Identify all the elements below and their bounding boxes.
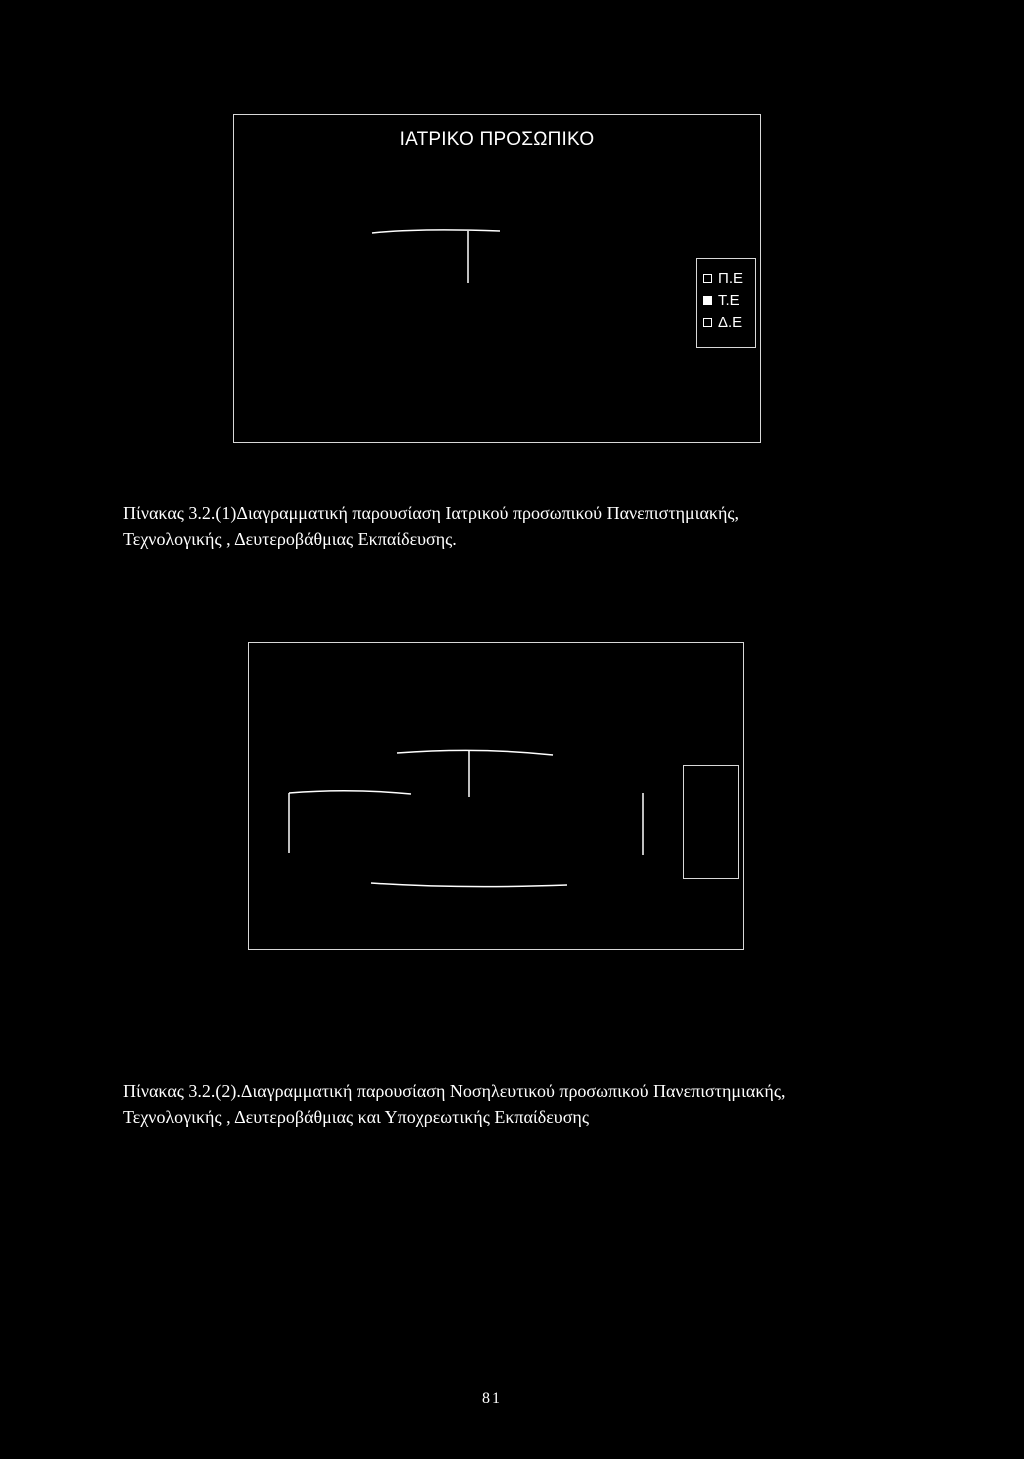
caption-2 (123, 1078, 785, 1130)
caption-1 (123, 500, 739, 552)
caption-1-line-1: Πίνακας 3.2.(1)Διαγραμματική παρουσίαση Ιατρικού προσωπικού Πανεπιστημιακής, (123, 503, 740, 523)
legend-item-de (697, 311, 755, 333)
pie-2-left-shoulder (289, 791, 411, 794)
chart-1-plot (234, 115, 762, 444)
pie-2-bottom-edge (371, 883, 567, 887)
chart-1-legend (696, 258, 756, 348)
chart-2-plot (249, 643, 745, 951)
page-number: 81 (482, 1390, 502, 1407)
legend-swatch-hollow (703, 274, 712, 283)
chart-2-frame (248, 642, 744, 950)
legend-swatch-filled (703, 296, 712, 305)
chart-1-title: ΙΑΤΡΙΚΟ ΠΡΟΣΩΠΙΚΟ (399, 129, 595, 150)
legend-label: Τ.Ε (718, 291, 740, 309)
caption-1-line-2: Τεχνολογικής , Δευτεροβάθμιας Εκπαίδευσης. (123, 529, 457, 549)
caption-2-line-1: Πίνακας 3.2.(2).Διαγραμματική παρουσίαση Νοσηλευτικού προσωπικού Πανεπιστημιακής, (123, 1081, 786, 1101)
legend-label: Π.Ε (718, 269, 744, 287)
chart-2-legend (683, 765, 739, 879)
caption-2-line-2: Τεχνολογικής , Δευτεροβάθμιας και Υποχρεωτικής Εκπαίδευσης (123, 1107, 589, 1127)
legend-item-pe (697, 267, 755, 289)
pie-1-top-edge (372, 230, 500, 233)
legend-label: Δ.Ε (718, 313, 743, 331)
chart-1-frame (233, 114, 761, 443)
legend-item-te (697, 289, 755, 311)
pie-2-top-edge (397, 750, 553, 755)
legend-swatch-hollow (703, 318, 712, 327)
